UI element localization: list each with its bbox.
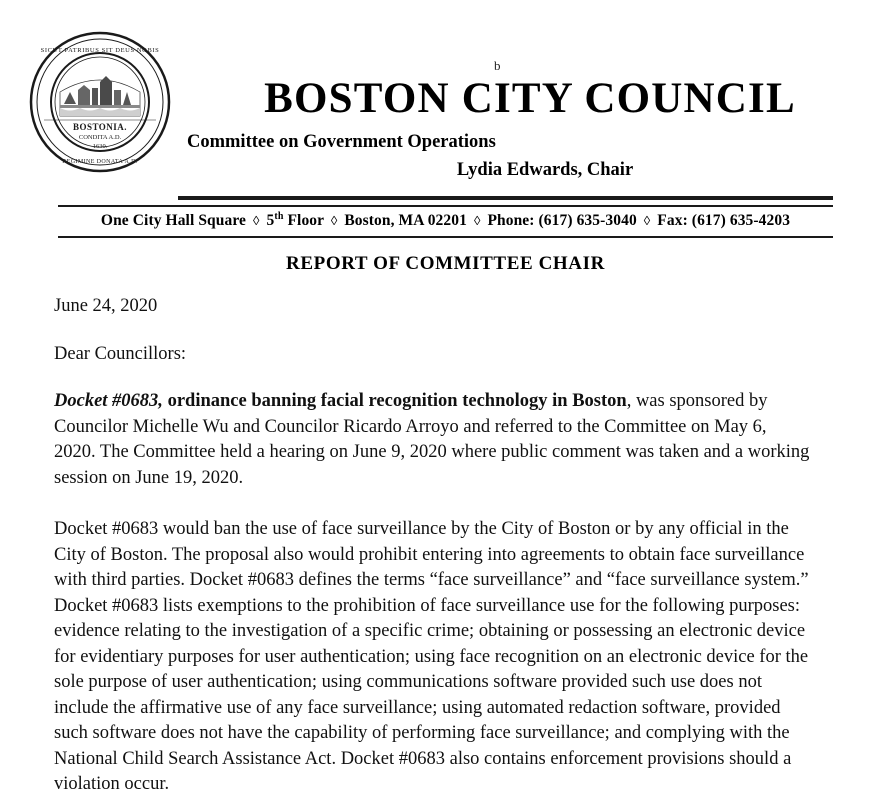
paragraph-summary: Docket #0683 would ban the use of face surveillance by the City of Boston or by any official in the City of Boston. The proposal also would prohibit entering into agreements to obtain face surveillance with third parties. Docket #0683 defines the terms “face surveillance” and “face surveillance system.” Docket #0683 lists exemptions to the prohibition of face surveillance use for the following purposes: evidence relating to the investigation of a specific crime; obtaining or possessing an electronic device for evidentiary purposes for user authentication; using face recognition on an electronic device for the sole purpose of user authentication; using communications software provided such use does not include the affirmative use of any face surveillance; using automated redaction software, provided such software does not have the capability of performing face surveillance; and complying with the National Child Search Assistance Act. Docket #0683 also contains enforcement provisions should a violation occur. [54, 519, 809, 794]
docket-sponsorship-text: , was sponsored by Councilor Michelle Wu and Councilor Ricardo Arroyo and referred to the Committee on May 6, 2020. The Committee held a hearing on June 9, 2020 where public comment was taken and a working session on June 19, 2020. [54, 391, 810, 488]
svg-text:1630.: 1630. [92, 143, 108, 150]
svg-text:REGIMINE DONATA A.D.: REGIMINE DONATA A.D. [62, 159, 138, 165]
contact-phone: Phone: (617) 635-3040 [487, 212, 637, 230]
contact-divider [58, 236, 833, 238]
separator-diamond-3: ◊ [473, 213, 481, 229]
address-city-state-zip: Boston, MA 02201 [344, 212, 467, 230]
docket-number: Docket #0683, [54, 391, 163, 411]
letterhead-divider [0, 196, 891, 206]
address-floor-suffix: th [274, 211, 284, 222]
separator-diamond-1: ◊ [253, 213, 260, 229]
letterhead [0, 0, 891, 196]
separator-diamond-2: ◊ [330, 213, 338, 229]
salutation: Dear Councillors: [54, 343, 187, 364]
divider-thick [178, 196, 833, 200]
address-floor-word: Floor [287, 212, 324, 230]
committee-name: Committee on Government Operations [187, 132, 496, 152]
docket-description: ordinance banning facial recognition technology in Boston [167, 391, 627, 411]
svg-text:BOSTONIA.: BOSTONIA. [72, 122, 128, 132]
svg-text:CONDITA A.D.: CONDITA A.D. [78, 134, 122, 141]
committee-chair: Lydia Edwards, Chair [456, 160, 634, 180]
stray-mark: b [494, 58, 501, 73]
page-title: BOSTON CITY COUNCIL [264, 75, 796, 122]
separator-diamond-4: ◊ [643, 213, 651, 229]
address-street: One City Hall Square [100, 212, 247, 230]
contact-line [0, 211, 891, 230]
svg-text:SICUT PATRIBUS SIT DEUS NOBIS: SICUT PATRIBUS SIT DEUS NOBIS [40, 47, 160, 54]
contact-fax: Fax: (617) 635-4203 [657, 212, 791, 230]
divider-thin [58, 205, 833, 207]
document-body [54, 294, 810, 798]
masthead [185, 55, 875, 181]
boston-city-seal-icon [28, 30, 173, 175]
document-date: June 24, 2020 [54, 296, 158, 316]
address-floor-number: 5 [266, 212, 275, 230]
paragraph-docket [54, 389, 810, 491]
report-heading: REPORT OF COMMITTEE CHAIR [286, 253, 605, 274]
